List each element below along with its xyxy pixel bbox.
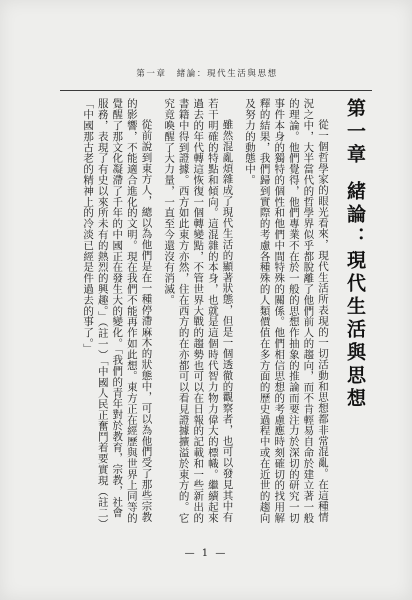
paragraph-2: 雖然混亂煩雜成了現代生活的顯著狀態，但是一個透徹的觀察者，也可以發見其中有若干明確的特點和傾向。這混雜的本身，也就是這個時代智力物力偉大的標幟。繼續起來過去的年代轉這恢復一個轉變點，不管世界大戰的趨勢也可以在日報的記載和一些新出的書籍中得到證據。西方如此東方亦然，住在西方的在亦都可以看見證據擴溢於東方的。它究竟喚醒了大力量，一直至今還沒有消滅。: [163, 98, 234, 524]
chapter-title: 緒論：現代生活與思想: [344, 181, 366, 411]
paragraph-3: 從前說到東方人，總以為他們是在一種停滯麻木的狀態中，可以為他們受了那些宗教的影響，不能適合進化的文明。現在我們不能再作如此想。東方正在經歷與世界上同等的覺醒了那文化凝滯了千年的中國正在發生大的變化。「我們的青年對於教育，宗教，社會服務，表現了有史以來所未有的熱烈的興趣。」（註一）「中國人民正奮鬥着要實現（註二）「中國那古老的精神上的冷淡已經是件過去的事了。」: [82, 98, 153, 524]
running-header: 第一章 緒論：現代生活與思想: [136, 69, 278, 79]
vertical-text-body: [60, 98, 372, 528]
chapter-heading: [338, 98, 372, 528]
header-rule: [60, 90, 372, 91]
page-number: — 1 —: [184, 548, 228, 559]
paragraph-1: 從一個哲學家的眼光看來，現代生活所表現的一切活動和思想都非常混亂。在這種情況之中，大半當代的哲學界似乎都脫離了他們前人的趨向，而不肯輕易自命於建立著一般的理論。他們覺得，他們專業不在於一般的思想作抽象的推論而要注力於深切的研究一切事件本身的獨特的個性和他們中間特殊的關係。他們相信思想的考慮應時刻確切的找用解釋的結果，我們歸到實際的考慮各種殊的人類價值在多方面的歷史過程中或在近世的趨向及努力的動態中。: [244, 98, 329, 524]
chapter-number: 第一章: [344, 98, 366, 167]
